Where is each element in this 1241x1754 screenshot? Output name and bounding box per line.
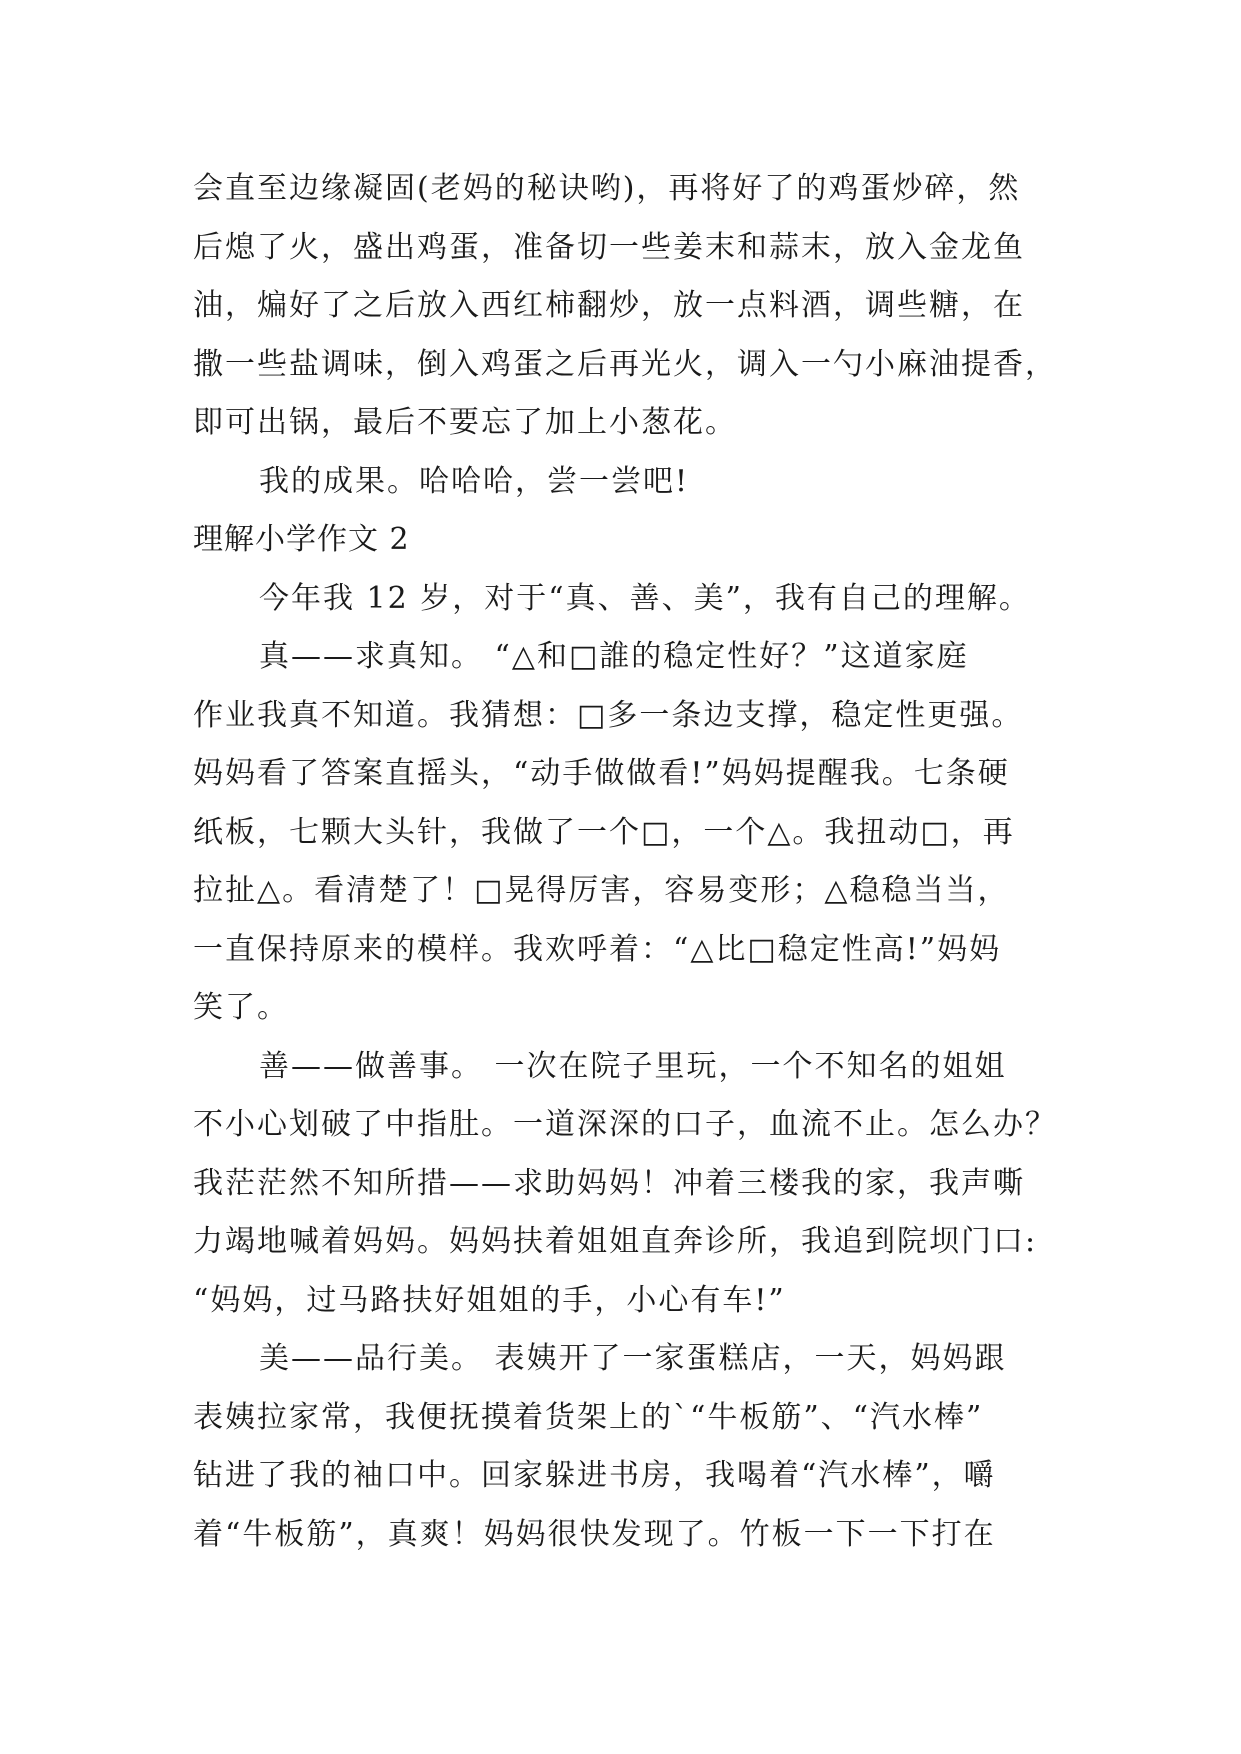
body-line: 作业我真不知道。我猜想：□多一条边支撑，稳定性更强。 <box>193 697 1024 733</box>
body-line: 会直至边缘凝固(老妈的秘诀哟)，再将好了的鸡蛋炒碎，然 <box>193 171 1021 206</box>
body-line: 钻进了我的袖口中。回家躲进书房，我喝着“汽水棒”，嚼 <box>193 1458 996 1493</box>
body-line: 撒一些盐调味，倒入鸡蛋之后再光火，调入一勺小麻油提香， <box>193 346 1057 382</box>
essay-heading: 理解小学作文 2 <box>193 522 410 557</box>
body-line: 油，煸好了之后放入西红柿翻炒，放一点料酒，调些糖，在 <box>193 288 1025 323</box>
body-line: 纸板，七颗大头针，我做了一个□，一个△。我扭动□，再 <box>193 814 1015 850</box>
body-line: “妈妈，过马路扶好姐姐的手，小心有车!” <box>193 1282 786 1318</box>
body-line: 拉扯△。看清楚了！□晃得厉害，容易变形；△稳稳当当， <box>193 873 1010 908</box>
body-line: 表姨拉家常，我便抚摸着货架上的`“牛板筋”、“汽水棒” <box>193 1399 984 1435</box>
paragraph-first-line: 善——做善事。 一次在院子里玩，一个不知名的姐姐 <box>259 1048 1007 1084</box>
paragraph-first-line: 我的成果。哈哈哈，尝一尝吧! <box>259 463 690 499</box>
body-line: 一直保持原来的模样。我欢呼着：“△比□稳定性高!”妈妈 <box>193 931 1002 967</box>
paragraph-first-line: 今年我 12 岁，对于“真、善、美”，我有自己的理解。 <box>259 580 1031 616</box>
body-line: 笑了。 <box>193 990 289 1025</box>
paragraph-first-line: 真——求真知。 “△和□誰的稳定性好？”这道家庭 <box>259 639 969 674</box>
document-body <box>193 160 1073 1564</box>
paragraph-first-line: 美——品行美。 表姨开了一家蛋糕店，一天，妈妈跟 <box>259 1341 1007 1376</box>
body-line: 即可出锅，最后不要忘了加上小葱花。 <box>193 405 737 440</box>
body-line: 后熄了火，盛出鸡蛋，准备切一些姜末和蒜末，放入金龙鱼 <box>193 229 1025 265</box>
body-line: 我茫茫然不知所措——求助妈妈！冲着三楼我的家，我声嘶 <box>193 1165 1025 1201</box>
body-line: 妈妈看了答案直摇头，“动手做做看!”妈妈提醒我。七条硬 <box>193 756 1010 791</box>
body-line: 力竭地喊着妈妈。妈妈扶着姐姐直奔诊所，我追到院坝门口: <box>193 1224 1038 1259</box>
body-line: 着“牛板筋”，真爽！妈妈很快发现了。竹板一下一下打在 <box>193 1516 996 1552</box>
body-line: 不小心划破了中指肚。一道深深的口子，血流不止。怎么办？ <box>193 1107 1057 1142</box>
